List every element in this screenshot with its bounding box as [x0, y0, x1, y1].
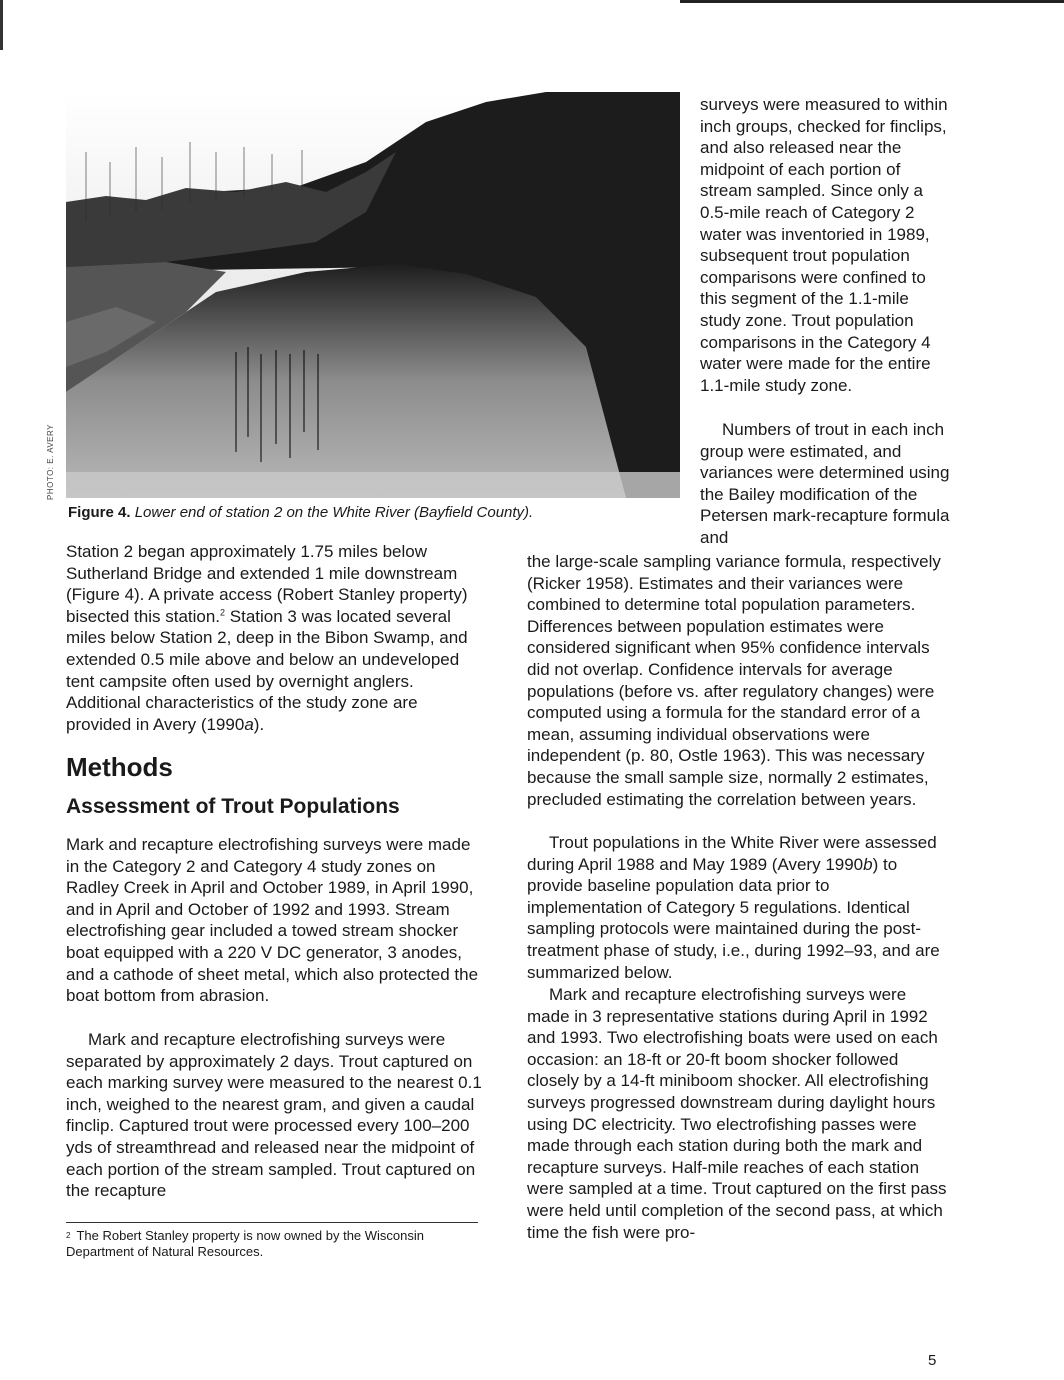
white-river-text-a: Trout populations in the White River were assessed during April 1988 and May 1989 (Avery 1990: [527, 833, 937, 874]
footnote-rule: [66, 1222, 478, 1223]
footnote-text: The Robert Stanley property is now owned by the Wisconsin Department of Natural Resources.: [66, 1228, 425, 1259]
white-river-paragraph: [527, 832, 947, 983]
right-top-paragraph-2: Numbers of trout in each inch group were estimated, and variances were determined using the Bailey modification of the Petersen mark-recapture formula and: [700, 420, 950, 547]
white-river-text-b: ) to provide baseline population data prior to implementation of Category 5 regulations. Identical sampling protocols were maintained during the post-treatment phase of study, i.e., during 1992–93, and are summarized below.: [527, 854, 940, 982]
figure-photo: [66, 92, 680, 498]
figure-caption: [68, 504, 668, 522]
station-text-italic: a: [244, 714, 254, 734]
assessment-heading: Assessment of Trout Populations: [66, 795, 400, 818]
station-text-b: Station 3 was located several miles below Station 2, deep in the Bibon Swamp, and extended 0.5 mile above and below an undeveloped tent campsite often used by overnight anglers. Additional characteristics of the study zone are provided in Avery (1990: [66, 606, 468, 734]
river-photo-illustration: [66, 92, 680, 498]
top-rule: [680, 0, 1064, 3]
mark-recapture-paragraph-1: Mark and recapture electrofishing surveys were made in the Category 2 and Category 4 study zones on Radley Creek in April and October 1989, in April 1990, and in April and October of 1992 and 1993. Stream electrofishing gear included a towed stream shocker boat equipped with a 220 V DC generator, 3 anodes, and a cathode of sheet metal, which also protected the boat bottom from abrasion.: [66, 835, 479, 1006]
mark-recapture-paragraph-2: Mark and recapture electrofishing surveys were separated by approximately 2 days. Trout captured on each marking survey were measured to the nearest 0.1 inch, weighed to the nearest gram, and given a caudal finclip. Captured trout were processed every 100–200 yds of streamthread and released near the midpoint of each portion of the stream sampled. Trout captured on the recapture: [66, 1030, 482, 1201]
white-river-text-italic: b: [863, 854, 873, 874]
station-text-a: Station 2 began approximately 1.75 miles below Sutherland Bridge and extended 1 mile downstream (Figure 4). A private access (Robert Stanley property) bisected this station.: [66, 542, 468, 626]
variance-paragraph: the large-scale sampling variance formula, respectively (Ricker 1958). Estimates and their variances were combined to determine total population parameters. Differences between population estimates were considered significant when 95% confidence intervals did not overlap. Confidence intervals for average populations (before vs. after regulatory changes) were computed using a formula for the standard error of a mean, assuming individual observations were independent (p. 80, Ostle 1963). This was necessary because the small sample size, normally 2 estimates, precluded estimating the correlation between years.: [527, 552, 941, 809]
figure-caption-text: Lower end of station 2 on the White River (Bayfield County).: [134, 504, 534, 521]
footnote-marker: 2: [66, 1231, 71, 1240]
figure-label: Figure 4.: [68, 504, 131, 521]
page-number: 5: [928, 1352, 937, 1369]
footnote: [66, 1228, 486, 1260]
footnote-ref: 2: [220, 607, 226, 618]
right-top-paragraph-1: surveys were measured to within inch groups, checked for finclips, and also released near the midpoint of each portion of stream sampled. Since only a 0.5-mile reach of Category 2 water was inventoried in 1989, subsequent trout population comparisons were confined to this segment of the 1.1-mile study zone. Trout population comparisons in the Category 4 water were made for the entire 1.1-mile study zone.: [700, 95, 948, 395]
methods-heading: Methods: [66, 752, 173, 782]
station-text-c: ).: [253, 714, 265, 734]
photo-credit: PHOTO: E. AVERY: [46, 424, 55, 500]
station-paragraph: [66, 541, 486, 735]
mark-recapture-paragraph-3: Mark and recapture electrofishing surveys were made in 3 representative stations during April in 1992 and 1993. Two electrofishing boats were used on each occasion: an 18-ft or 20-ft boom shocker followed closely by a 14-ft miniboom shocker. All electrofishing surveys progressed downstream during daylight hours using DC electricity. Two electrofishing passes were made through each station during both the mark and recapture surveys. Half-mile reaches of each station were sampled at a time. Trout captured on the first pass were held until completion of the second pass, at which time the fish were pro-: [527, 985, 947, 1242]
left-edge-mark: [0, 0, 3, 50]
